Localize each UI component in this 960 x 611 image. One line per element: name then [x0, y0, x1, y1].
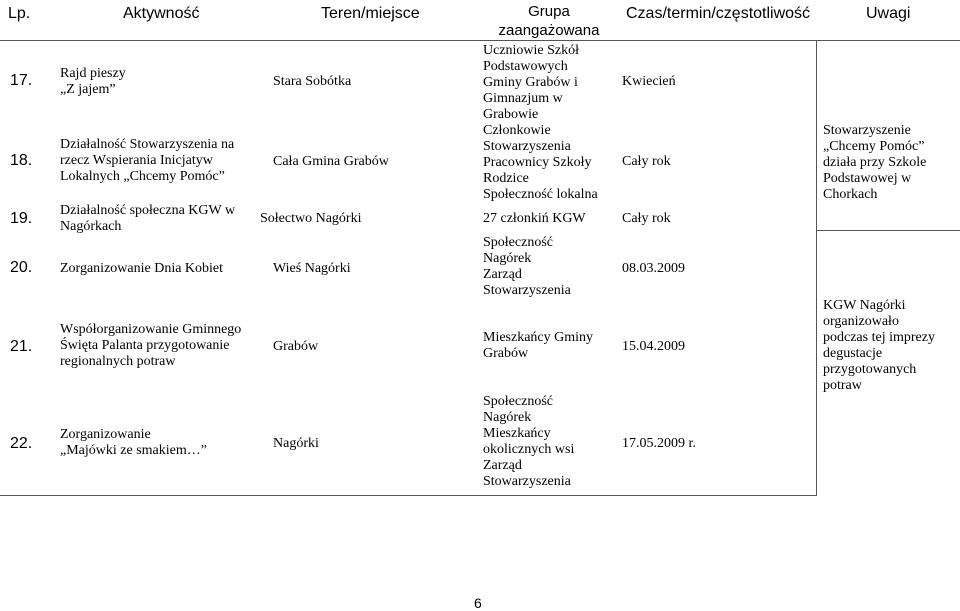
row-19-place: Sołectwo Nagórki	[260, 211, 362, 226]
header-lp: Lp.	[8, 5, 31, 22]
row-21-place: Grabów	[273, 339, 319, 354]
row-19-time: Cały rok	[622, 211, 671, 226]
page-number: 6	[474, 595, 482, 611]
row-20-time: 08.03.2009	[622, 261, 685, 276]
row-22-number: 22.	[10, 435, 33, 452]
row-17-time: Kwiecień	[622, 74, 676, 89]
row-18-time: Cały rok	[622, 154, 671, 169]
header-aktywnosc: Aktywność	[123, 5, 200, 22]
row-22-activity: Zorganizowanie „Majówki ze smakiem…”	[60, 427, 207, 458]
row-21-time: 15.04.2009	[622, 339, 685, 354]
row-18-number: 18.	[10, 152, 33, 169]
row-21-number: 21.	[10, 338, 33, 355]
row-17-activity: Rajd pieszy „Z jajem”	[60, 66, 126, 97]
row-21-group: Mieszkańcy Gminy Grabów	[483, 330, 594, 361]
notes-row-divider	[816, 230, 960, 231]
row-22-group: Społeczność Nagórek Mieszkańcy okolicznych wsi Zarząd Stowarzyszenia	[483, 394, 575, 489]
row-20-number: 20.	[10, 259, 33, 276]
row-21-notes: KGW Nagórki organizowało podczas tej imprezy degustacje przygotowanych potraw	[823, 298, 935, 393]
table-bottom-line	[0, 495, 817, 496]
header-czas: Czas/termin/częstotliwość	[626, 5, 811, 22]
row-17-group: Uczniowie Szkół Podstawowych Gminy Grabów i Gimnazjum w Grabowie	[483, 43, 580, 122]
row-17-number: 17.	[10, 72, 33, 89]
row-20-group: Społeczność Nagórek Zarząd Stowarzyszenia	[483, 235, 571, 298]
row-18-group: Członkowie Stowarzyszenia Pracownicy Szkoły Rodzice Społeczność lokalna	[483, 123, 598, 202]
row-22-place: Nagórki	[273, 436, 319, 451]
row-20-activity: Zorganizowanie Dnia Kobiet	[60, 261, 224, 276]
header-uwagi: Uwagi	[866, 5, 911, 22]
row-19-activity: Działalność społeczna KGW w Nagórkach	[60, 203, 236, 234]
row-18-activity: Działalność Stowarzyszenia na rzecz Wspierania Inicjatyw Lokalnych „Chcemy Pomóc”	[60, 137, 235, 184]
row-19-group: 27 członkiń KGW	[483, 211, 586, 226]
row-18-place: Cała Gmina Grabów	[273, 154, 389, 169]
row-22-time: 17.05.2009 r.	[622, 436, 696, 451]
header-teren: Teren/miejsce	[321, 5, 420, 22]
row-21-activity: Współorganizowanie Gminnego Święta Palanta przygotowanie regionalnych potraw	[60, 322, 242, 369]
row-17-place: Stara Sobótka	[273, 74, 352, 89]
row-19-number: 19.	[10, 210, 33, 227]
row-20-place: Wieś Nagórki	[273, 261, 351, 276]
notes-column-divider	[816, 40, 817, 495]
row-18-notes: Stowarzyszenie „Chcemy Pomóc” działa przy Szkole Podstawowej w Chorkach	[823, 123, 927, 202]
header-grupa: Grupa zaangażowana	[498, 3, 600, 39]
